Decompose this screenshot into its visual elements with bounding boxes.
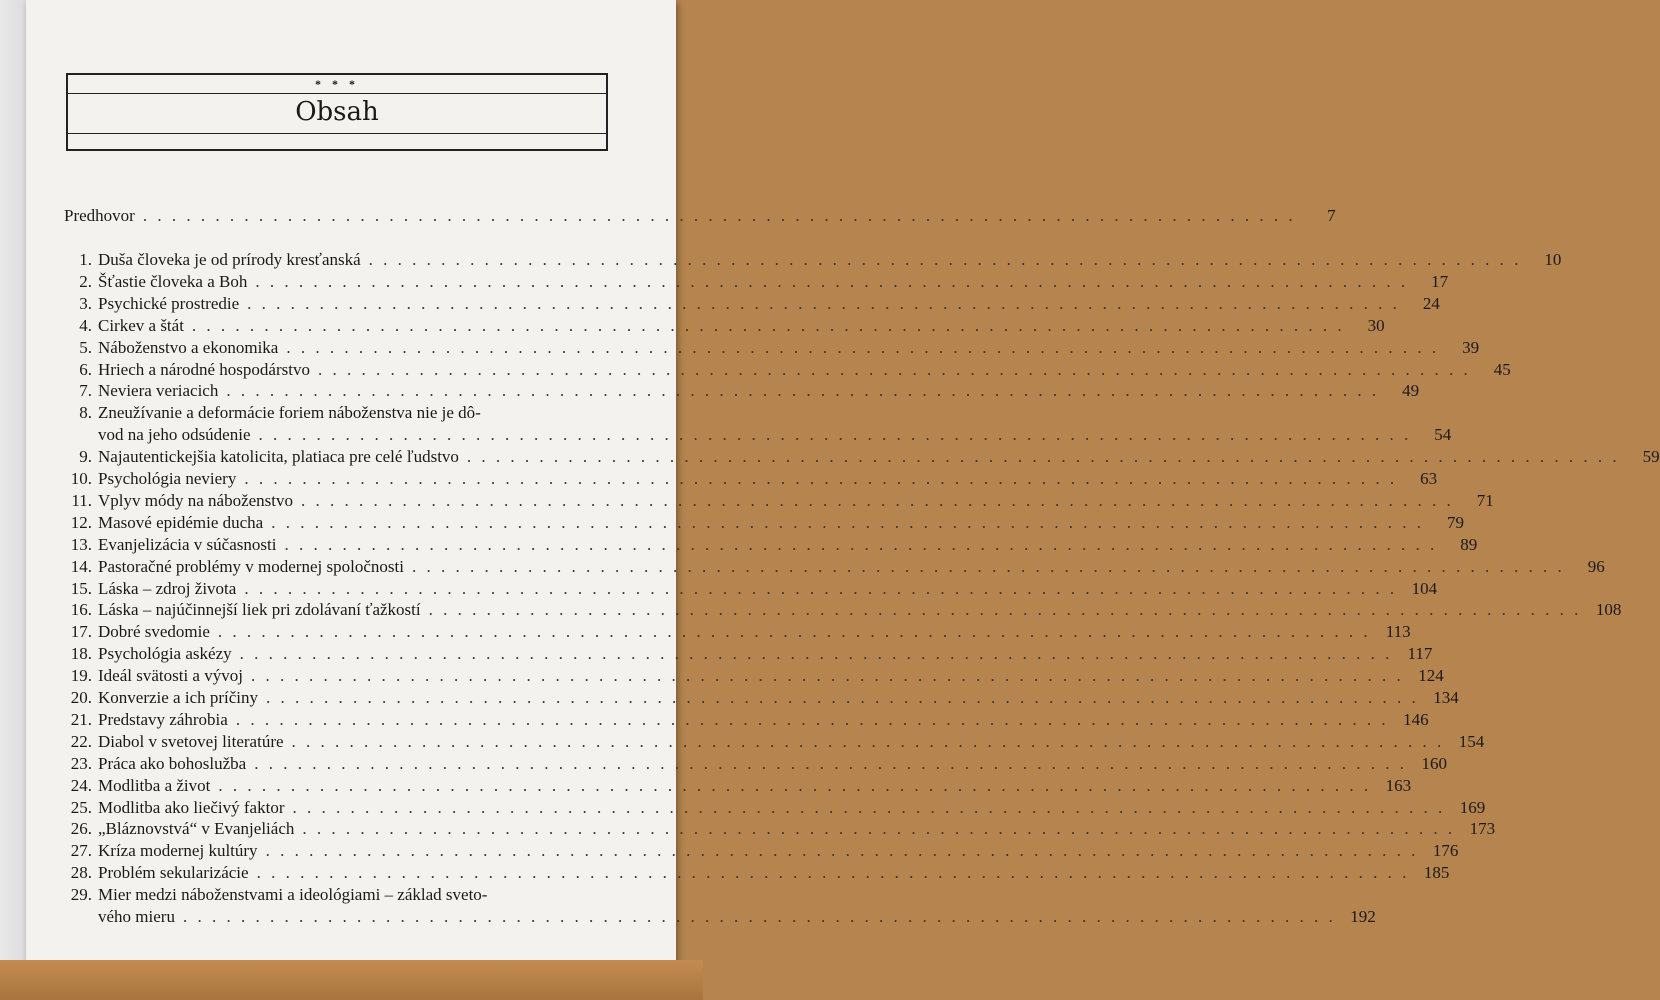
dot-leader: . . . . . . . . . . . . . . . . . . . . . . . . . . . . . . . . . . . . . . . . . . . . . . . . . . . . . . . . . . . . . . . . . . . . . . . . . . . . . . . . <box>250 666 1404 686</box>
toc-entry-page: 17 <box>1431 271 1449 291</box>
toc-entry-title: Hriech a národné hospodárstvo <box>98 359 310 379</box>
toc-entry-page: 169 <box>1459 797 1486 817</box>
dot-leader: . . . . . . . . . . . . . . . . . . . . . . . . . . . . . . . . . . . . . . . . . . . . . . . . . . . . . . . . . . . . . . . . . . . . . . . . . . . . . . . . <box>244 578 1398 598</box>
page-title: Obsah <box>295 97 379 127</box>
toc-entry-page: 59 <box>1642 447 1660 467</box>
toc-entry-page: 108 <box>1595 600 1622 620</box>
toc-entry-title: Kríza modernej kultúry <box>98 841 258 861</box>
toc-entry <box>64 381 1420 401</box>
toc-entry-page: 71 <box>1476 490 1494 510</box>
toc-entry-number: 3. <box>79 293 92 313</box>
toc-entry-number: 26. <box>70 819 92 839</box>
toc-entry-number: 9. <box>79 447 92 467</box>
dot-leader: . . . . . . . . . . . . . . . . . . . . . . . . . . . . . . . . . . . . . . . . . . . . . . . . . . . . . . . . . . . . . . . . . . . . . . . . . . . . . . . . <box>182 907 1336 926</box>
dot-leader: . . . . . . . . . . . . . . . . . . . . . . . . . . . . . . . . . . . . . . . . . . . . . . . . . . . . . . . . . . . . . . . . . . . . . . . . . . . . . . . . <box>191 315 1345 335</box>
toc-entry-number: 7. <box>79 381 92 401</box>
toc-entry-title: Problém sekularizácie <box>98 863 249 883</box>
toc-entry-page: 79 <box>1446 512 1464 532</box>
toc-entry <box>64 469 1438 489</box>
toc-entry-page: 113 <box>1385 622 1411 642</box>
toc-entry <box>64 622 1411 642</box>
toc-entry <box>64 359 1511 380</box>
toc-entry-title: Psychológia askézy <box>98 644 232 664</box>
toc-entry <box>64 447 1660 467</box>
toc-entry-title: Najautentickejšia katolicita, platiaca pre celé ľudstvo <box>98 447 459 467</box>
toc-entry-number: 13. <box>70 534 92 554</box>
facing-page-edge <box>0 0 26 972</box>
toc-entry-number: 5. <box>79 337 92 357</box>
toc-entry-page: 173 <box>1469 819 1496 839</box>
dot-leader: . . . . . . . . . . . . . . . . . . . . . . . . . . . . . . . . . . . . . . . . . . . . . . . . . . . . . . . . . . . . . . . . . . . . . . . . . . . . . . . . <box>255 271 1409 291</box>
dot-leader: . . . . . . . . . . . . . . . . . . . . . . . . . . . . . . . . . . . . . . . . . . . . . . . . . . . . . . . . . . . . . . . . . . . . . . . . . . . . . . . . <box>235 709 1389 729</box>
contents-header-box <box>66 73 608 151</box>
dot-leader: . . . . . . . . . . . . . . . . . . . . . . . . . . . . . . . . . . . . . . . . . . . . . . . . . . . . . . . . . . . . . . . . . . . . . . . . . . . . . . . . <box>317 359 1471 379</box>
toc-entry-title: Predstavy záhrobia <box>98 709 228 729</box>
toc-entry <box>64 688 1459 708</box>
toc-entry-title: Láska – zdroj života <box>98 578 237 598</box>
dot-leader: . . . . . . . . . . . . . . . . . . . . . . . . . . . . . . . . . . . . . . . . . . . . . . . . . . . . . . . . . . . . . . . . . . . . . . . . . . . . . . . . <box>217 622 1371 642</box>
toc-entry-page: 160 <box>1421 753 1447 773</box>
toc-entry-number: 22. <box>70 731 92 751</box>
dot-leader: . . . . . . . . . . . . . . . . . . . . . . . . . . . . . . . . . . . . . . . . . . . . . . . . . . . . . . . . . . . . . . . . . . . . . . . . . . . . . . . . <box>265 841 1419 861</box>
toc-entry-title-line1: Mier medzi náboženstvami a ideológiami – základ sveto- <box>98 885 488 905</box>
toc-entry-title: Evanjelizácia v súčasnosti <box>98 534 277 554</box>
toc-entry <box>64 425 1452 445</box>
toc-entry-page: 30 <box>1367 315 1385 335</box>
toc-entry-page: 134 <box>1433 688 1459 707</box>
dot-leader: . . . . . . . . . . . . . . . . . . . . . . . . . . . . . . . . . . . . . . . . . . . . . . . . . . . . . . . . . . . . . . . . . . . . . . . . . . . . . . . . <box>271 512 1424 532</box>
dot-leader: . . . . . . . . . . . . . . . . . . . . . . . . . . . . . . . . . . . . . . . . . . . . . . . . . . . . . . . . . . . . . . . . . . . . . . . . . . . . . . . . <box>368 250 1522 269</box>
dot-leader: . . . . . . . . . . . . . . . . . . . . . . . . . . . . . . . . . . . . . . . . . . . . . . . . . . . . . . . . . . . . . . . . . . . . . . . . . . . . . . . . <box>239 644 1393 664</box>
dot-leader: . . . . . . . . . . . . . . . . . . . . . . . . . . . . . . . . . . . . . . . . . . . . . . . . . . . . . . . . . . . . . . . . . . . . . . . . . . . . . . . . <box>254 753 1407 773</box>
toc-entry-title: Diabol v svetovej literatúre <box>98 731 284 751</box>
toc-entry-number: 1. <box>79 250 92 269</box>
toc-entry <box>64 490 1494 511</box>
toc-entry-title: Vplyv módy na náboženstvo <box>98 490 293 510</box>
toc-entry <box>64 666 1444 686</box>
dot-leader: . . . . . . . . . . . . . . . . . . . . . . . . . . . . . . . . . . . . . . . . . . . . . . . . . . . . . . . . . . . . . . . . . . . . . . . . . . . . . . . . <box>466 447 1620 467</box>
toc-entry-page: 104 <box>1411 578 1438 598</box>
toc-entry-line1 <box>64 403 594 423</box>
header-rule-bottom <box>68 133 606 134</box>
toc-entry-title: Cirkev a štát <box>98 315 184 335</box>
toc-entry-page: 124 <box>1418 666 1444 686</box>
toc-entry-page: 7 <box>1327 206 1336 225</box>
header-asterisks: * * * <box>315 77 359 91</box>
toc-entry <box>64 534 1478 555</box>
toc-entry <box>64 512 1464 533</box>
book-page <box>26 0 1660 972</box>
toc-entry-number: 4. <box>79 315 92 335</box>
toc-entry-page: 39 <box>1462 337 1480 357</box>
dot-leader: . . . . . . . . . . . . . . . . . . . . . . . . . . . . . . . . . . . . . . . . . . . . . . . . . . . . . . . . . . . . . . . . . . . . . . . . . . . . . . . . <box>411 556 1565 576</box>
toc-entry-page: 163 <box>1385 775 1412 795</box>
toc-entry <box>64 797 1486 818</box>
toc-entry-number: 8. <box>79 403 92 423</box>
dot-leader: . . . . . . . . . . . . . . . . . . . . . . . . . . . . . . . . . . . . . . . . . . . . . . . . . . . . . . . . . . . . . . . . . . . . . . . . . . . . . . . . <box>266 688 1419 707</box>
dot-leader: . . . . . . . . . . . . . . . . . . . . . . . . . . . . . . . . . . . . . . . . . . . . . . . . . . . . . . . . . . . . . . . . . . . . . . . . . . . . . . . . <box>301 490 1454 510</box>
toc-entry-number: 16. <box>70 600 92 620</box>
toc-entry-title: Šťastie človeka a Boh <box>98 271 248 291</box>
toc-entry <box>64 731 1485 752</box>
toc-entry-number: 28. <box>70 863 92 883</box>
dot-leader: . . . . . . . . . . . . . . . . . . . . . . . . . . . . . . . . . . . . . . . . . . . . . . . . . . . . . . . . . . . . . . . . . . . . . . . . . . . . . . . . <box>428 600 1582 620</box>
toc-entry-title: vod na jeho odsúdenie <box>98 425 251 445</box>
toc-entry-number: 19. <box>70 666 92 686</box>
toc-entry <box>64 841 1459 861</box>
toc-entry-title: vého mieru <box>98 907 175 926</box>
table-surface <box>0 960 703 1000</box>
toc-entry-title: Láska – najúčinnejší liek pri zdolávaní ťažkostí <box>98 600 421 620</box>
toc-entry <box>64 556 1605 577</box>
toc-entry-page: 49 <box>1402 381 1420 401</box>
toc-entry-page: 63 <box>1420 469 1438 488</box>
toc-entry-page: 192 <box>1350 907 1376 926</box>
toc-entry <box>64 600 1622 620</box>
toc-entry-number: 20. <box>70 688 92 707</box>
toc-entry <box>64 271 1449 292</box>
toc-entry-title-line1: Zneužívanie a deformácie foriem náboženstva nie je dô- <box>98 403 481 423</box>
dot-leader: . . . . . . . . . . . . . . . . . . . . . . . . . . . . . . . . . . . . . . . . . . . . . . . . . . . . . . . . . . . . . . . . . . . . . . . . . . . . . . . . <box>247 293 1400 313</box>
toc-entry-title: Náboženstvo a ekonomika <box>98 337 279 357</box>
toc-entry-title: Predhovor <box>64 206 135 225</box>
dot-leader: . . . . . . . . . . . . . . . . . . . . . . . . . . . . . . . . . . . . . . . . . . . . . . . . . . . . . . . . . . . . . . . . . . . . . . . . . . . . . . . . <box>244 469 1398 488</box>
toc-entry <box>64 578 1438 599</box>
toc-entry <box>64 644 1433 664</box>
toc-entry-number: 12. <box>70 512 92 532</box>
toc-entry <box>64 337 1480 358</box>
toc-entry-number: 18. <box>70 644 92 664</box>
toc-entry <box>64 709 1429 730</box>
toc-entry-number: 11. <box>71 490 92 510</box>
header-rule-top <box>68 93 606 94</box>
toc-entry-page: 117 <box>1407 644 1433 664</box>
toc-entry <box>64 775 1412 796</box>
toc-entry-page: 185 <box>1423 863 1450 883</box>
toc-entry <box>64 819 1496 839</box>
toc-entry-title: Konverzie a ich príčiny <box>98 688 259 707</box>
dot-leader: . . . . . . . . . . . . . . . . . . . . . . . . . . . . . . . . . . . . . . . . . . . . . . . . . . . . . . . . . . . . . . . . . . . . . . . . . . . . . . . . <box>291 731 1445 751</box>
toc-entry-title: Modlitba ako liečivý faktor <box>98 797 285 817</box>
dot-leader: . . . . . . . . . . . . . . . . . . . . . . . . . . . . . . . . . . . . . . . . . . . . . . . . . . . . . . . . . . . . . . . . . . . . . . . . . . . . . . . . <box>226 381 1380 401</box>
toc-entry-page: 154 <box>1458 731 1485 751</box>
toc-entry-title: Modlitba a život <box>98 775 211 795</box>
toc-entry-number: 17. <box>70 622 92 642</box>
toc-entry-number: 10. <box>70 469 92 488</box>
toc-entry-page: 24 <box>1422 293 1440 313</box>
toc-preface <box>64 206 1336 226</box>
toc-entry <box>64 250 1562 270</box>
toc-entry-title: „Bláznovstvá“ v Evanjeliách <box>98 819 295 839</box>
toc-entry-title: Neviera veriacich <box>98 381 219 401</box>
toc-entry-number: 6. <box>79 359 92 379</box>
toc-entry-page: 45 <box>1493 359 1511 379</box>
toc-entry <box>64 293 1440 314</box>
toc-entry-title: Ideál svätosti a vývoj <box>98 666 243 686</box>
toc-entry <box>64 315 1385 336</box>
toc-entry-title: Pastoračné problémy v modernej spoločnosti <box>98 556 404 576</box>
toc-entry-number: 23. <box>70 753 92 773</box>
dot-leader: . . . . . . . . . . . . . . . . . . . . . . . . . . . . . . . . . . . . . . . . . . . . . . . . . . . . . . . . . . . . . . . . . . . . . . . . . . . . . . . . <box>284 534 1438 554</box>
toc-entry-title: Psychológia neviery <box>98 469 237 488</box>
toc-entry-title: Psychické prostredie <box>98 293 240 313</box>
dot-leader: . . . . . . . . . . . . . . . . . . . . . . . . . . . . . . . . . . . . . . . . . . . . . . . . . . . . . . . . . . . . . . . . . . . . . . . . . . . . . . . . <box>286 337 1440 357</box>
toc-entry-title: Duša človeka je od prírody kresťanská <box>98 250 361 269</box>
toc-entry-page: 89 <box>1460 534 1478 554</box>
toc-entry-page: 10 <box>1544 250 1562 269</box>
toc-entry-number: 21. <box>70 709 92 729</box>
toc-entry-number: 15. <box>70 578 92 598</box>
toc-entry-title: Práca ako bohoslužba <box>98 753 247 773</box>
toc-entry-number: 29. <box>70 885 92 905</box>
toc-entry-page: 146 <box>1403 709 1429 729</box>
toc-entry-number: 2. <box>79 271 92 291</box>
toc-entry-number: 14. <box>70 556 92 576</box>
dot-leader: . . . . . . . . . . . . . . . . . . . . . . . . . . . . . . . . . . . . . . . . . . . . . . . . . . . . . . . . . . . . . . . . . . . . . . . . . . . . . . . . <box>142 206 1296 225</box>
dot-leader: . . . . . . . . . . . . . . . . . . . . . . . . . . . . . . . . . . . . . . . . . . . . . . . . . . . . . . . . . . . . . . . . . . . . . . . . . . . . . . . . <box>218 775 1372 795</box>
dot-leader: . . . . . . . . . . . . . . . . . . . . . . . . . . . . . . . . . . . . . . . . . . . . . . . . . . . . . . . . . . . . . . . . . . . . . . . . . . . . . . . . <box>256 863 1410 883</box>
toc-entry-page: 54 <box>1434 425 1452 445</box>
dot-leader: . . . . . . . . . . . . . . . . . . . . . . . . . . . . . . . . . . . . . . . . . . . . . . . . . . . . . . . . . . . . . . . . . . . . . . . . . . . . . . . . <box>302 819 1456 839</box>
toc-entry <box>64 753 1447 774</box>
toc-entry <box>64 863 1450 883</box>
toc-entry-line1 <box>64 885 594 905</box>
toc-entry <box>64 907 1376 927</box>
toc-entry-page: 176 <box>1432 841 1459 861</box>
toc-entry-number: 27. <box>70 841 92 861</box>
toc-entry-page: 96 <box>1587 556 1605 576</box>
toc-entry-title: Dobré svedomie <box>98 622 210 642</box>
toc-entry-number: 25. <box>70 797 92 817</box>
dot-leader: . . . . . . . . . . . . . . . . . . . . . . . . . . . . . . . . . . . . . . . . . . . . . . . . . . . . . . . . . . . . . . . . . . . . . . . . . . . . . . . . <box>292 797 1446 817</box>
toc-entry-number: 24. <box>70 775 92 795</box>
toc-entry-title: Masové epidémie ducha <box>98 512 264 532</box>
dot-leader: . . . . . . . . . . . . . . . . . . . . . . . . . . . . . . . . . . . . . . . . . . . . . . . . . . . . . . . . . . . . . . . . . . . . . . . . . . . . . . . . <box>258 425 1412 445</box>
